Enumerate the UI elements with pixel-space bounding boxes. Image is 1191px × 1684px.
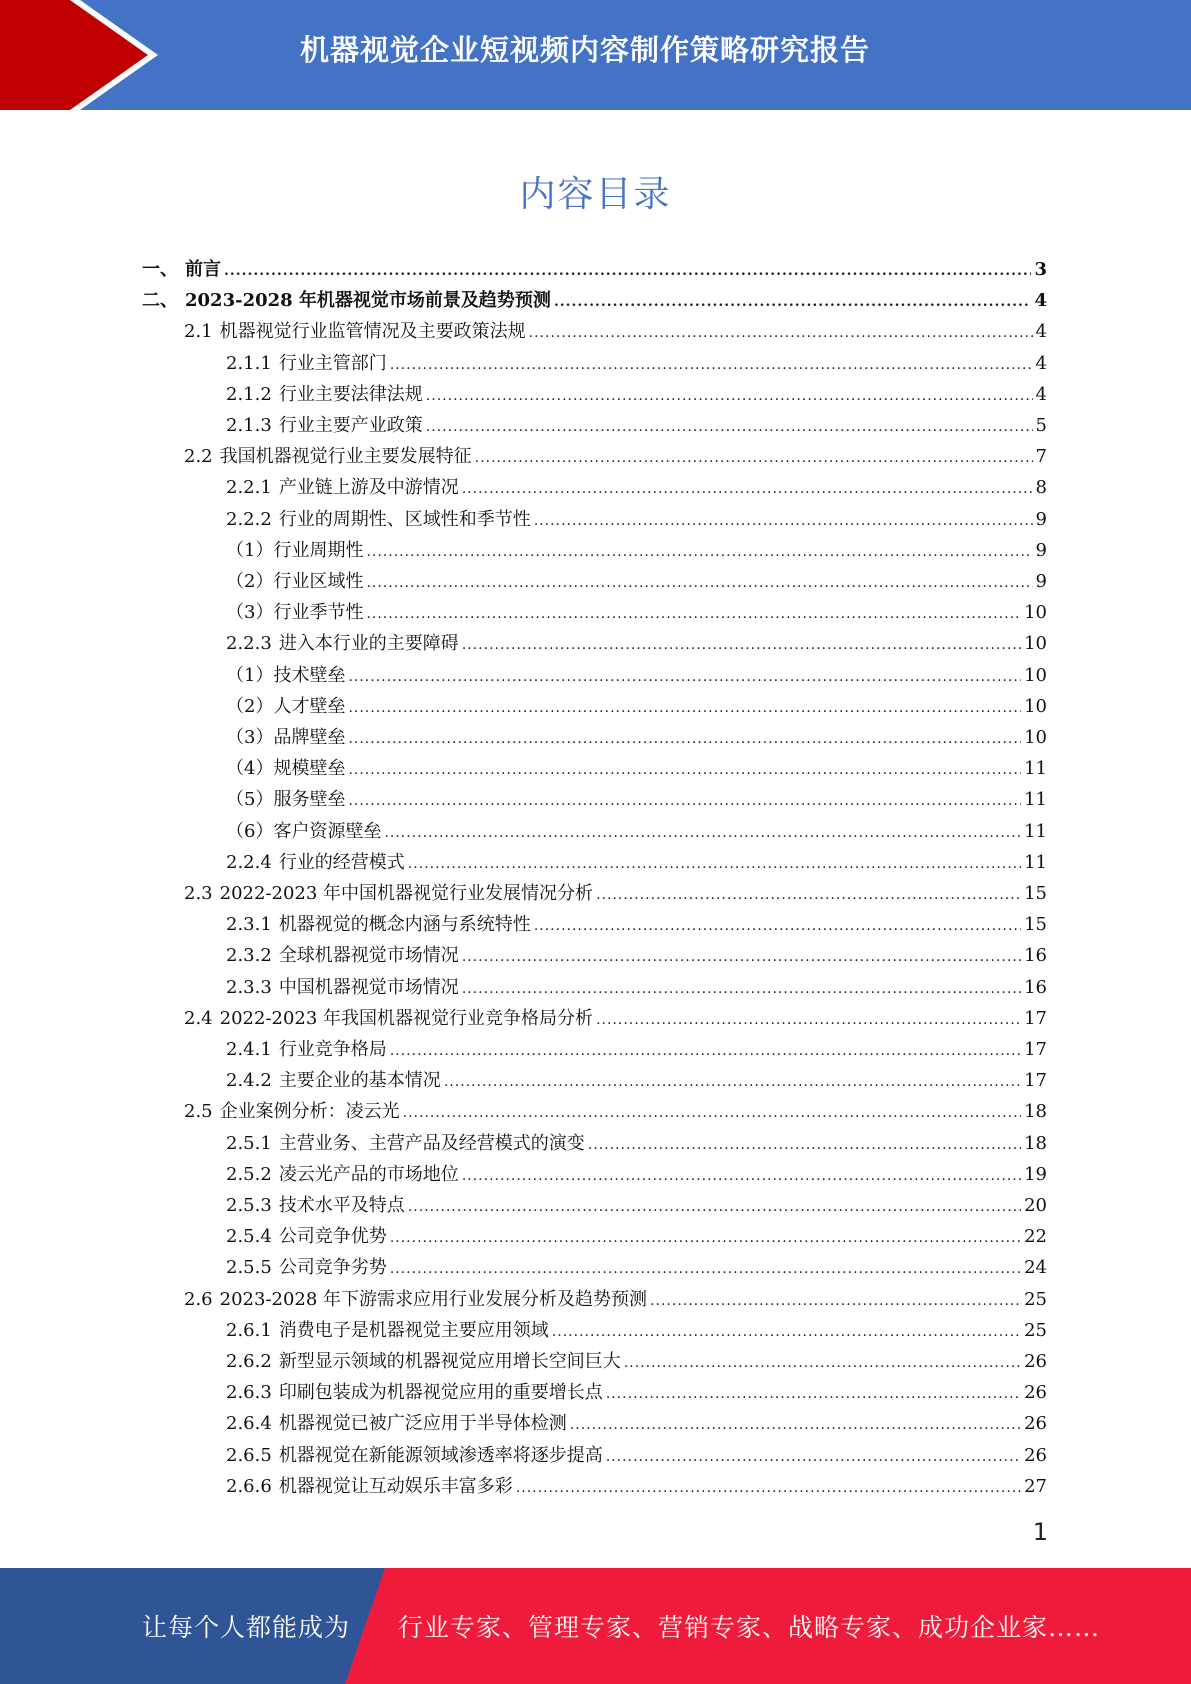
toc-entry-number: 一、 bbox=[142, 259, 178, 280]
toc-heading: 内容目录 bbox=[519, 174, 672, 215]
toc-entry[interactable] bbox=[184, 878, 1047, 909]
toc-entry-title: （4）规模壁垒 bbox=[226, 758, 346, 780]
toc-entry-title: 机器视觉在新能源领域渗透率将逐步提高 bbox=[278, 1444, 603, 1466]
toc-entry-page: 26 bbox=[1024, 1444, 1047, 1466]
toc-entry-number: 2.3.3 bbox=[226, 976, 272, 998]
toc-dot-leader bbox=[552, 1315, 1021, 1346]
chevron-arrow-icon bbox=[0, 0, 160, 110]
toc-entry[interactable] bbox=[226, 722, 1047, 753]
toc-entry[interactable] bbox=[226, 660, 1047, 691]
toc-dot-leader bbox=[390, 1034, 1021, 1065]
toc-entry[interactable] bbox=[226, 691, 1047, 722]
toc-entry-title: （2）人才壁垒 bbox=[226, 695, 346, 717]
toc-dot-leader bbox=[475, 441, 1033, 472]
toc-dot-leader bbox=[516, 1471, 1021, 1502]
toc-dot-leader bbox=[624, 1346, 1021, 1377]
toc-dot-leader bbox=[403, 1096, 1021, 1127]
toc-dot-leader bbox=[462, 472, 1033, 503]
toc-dot-leader bbox=[348, 660, 1021, 691]
toc-entry-title: 前言 bbox=[185, 259, 221, 280]
toc-entry-number: 2.2.4 bbox=[226, 851, 272, 873]
toc-entry-page: 25 bbox=[1024, 1319, 1047, 1341]
toc-entry-page: 20 bbox=[1024, 1195, 1047, 1216]
toc-entry-page: 10 bbox=[1024, 633, 1047, 655]
toc-entry-number: 2.6.4 bbox=[226, 1413, 272, 1435]
toc-dot-leader bbox=[596, 1003, 1021, 1034]
toc-entry-number: 2.5.4 bbox=[226, 1226, 272, 1248]
toc-entry-title: 行业的周期性、区域性和季节性 bbox=[278, 508, 531, 530]
toc-entry-title: 企业案例分析：凌云光 bbox=[219, 1101, 400, 1123]
toc-entry[interactable] bbox=[142, 285, 1047, 316]
toc-entry-number: 2.6.5 bbox=[226, 1444, 272, 1466]
toc-dot-leader bbox=[606, 1377, 1021, 1408]
toc-entry-title: 行业竞争格局 bbox=[278, 1039, 387, 1060]
toc-entry-title: 我国机器视觉行业主要发展特征 bbox=[219, 446, 472, 468]
toc-entry-number: 2.5 bbox=[184, 1101, 213, 1123]
toc-entry-title: 机器视觉让互动娱乐丰富多彩 bbox=[278, 1475, 513, 1497]
toc-entry[interactable] bbox=[226, 847, 1047, 878]
toc-entry[interactable] bbox=[226, 1190, 1047, 1221]
toc-entry[interactable] bbox=[226, 1440, 1047, 1471]
toc-entry-page: 26 bbox=[1024, 1382, 1047, 1404]
toc-dot-leader bbox=[366, 597, 1021, 628]
toc-entry-title: 消费电子是机器视觉主要应用领域 bbox=[278, 1319, 549, 1341]
toc-entry-number: 2.6.1 bbox=[226, 1319, 272, 1341]
toc-entry-title: （3）品牌壁垒 bbox=[226, 727, 346, 748]
toc-dot-leader bbox=[390, 1221, 1021, 1252]
toc-entry-title: 新型显示领域的机器视觉应用增长空间巨大 bbox=[278, 1351, 621, 1372]
toc-entry-page: 10 bbox=[1024, 602, 1047, 624]
toc-entry[interactable] bbox=[226, 472, 1047, 503]
toc-dot-leader bbox=[408, 1190, 1021, 1221]
toc-entry-title: 印刷包装成为机器视觉应用的重要增长点 bbox=[278, 1382, 603, 1404]
toc-entry-number: 2.5.5 bbox=[226, 1257, 272, 1279]
toc-entry[interactable] bbox=[226, 566, 1047, 597]
toc-entry[interactable] bbox=[226, 909, 1047, 940]
toc-entry-number: 2.5.3 bbox=[226, 1195, 272, 1216]
toc-dot-leader bbox=[462, 628, 1021, 659]
toc-entry[interactable] bbox=[142, 254, 1047, 285]
toc-entry[interactable] bbox=[226, 1221, 1047, 1252]
toc-entry[interactable] bbox=[226, 784, 1047, 815]
toc-dot-leader bbox=[390, 348, 1033, 379]
toc-entry-page: 22 bbox=[1024, 1226, 1047, 1248]
toc-entry[interactable] bbox=[226, 348, 1047, 379]
toc-entry[interactable] bbox=[226, 1159, 1047, 1190]
toc-entry-number: 2.2 bbox=[184, 446, 213, 468]
toc-entry-number: 2.6 bbox=[184, 1288, 213, 1310]
toc-dot-leader bbox=[384, 816, 1021, 847]
toc-entry-page: 26 bbox=[1024, 1351, 1047, 1372]
toc-dot-leader bbox=[529, 316, 1033, 347]
footer-slogan-left: 让每个人都能成为 bbox=[142, 1613, 351, 1642]
toc-entry[interactable] bbox=[226, 1346, 1047, 1377]
toc-dot-leader bbox=[650, 1284, 1021, 1315]
toc-entry-page: 19 bbox=[1024, 1163, 1047, 1185]
toc-entry[interactable] bbox=[226, 816, 1047, 847]
toc-entry-title: （1）技术壁垒 bbox=[226, 664, 346, 686]
toc-entry-page: 25 bbox=[1024, 1288, 1047, 1310]
toc-entry-title: 进入本行业的主要障碍 bbox=[278, 633, 459, 655]
toc-dot-leader bbox=[534, 909, 1021, 940]
toc-entry-number: 2.1.2 bbox=[226, 383, 272, 405]
toc-entry-number: 2.6.2 bbox=[226, 1351, 272, 1372]
toc-entry[interactable] bbox=[226, 1252, 1047, 1283]
toc-entry-page: 16 bbox=[1024, 976, 1047, 998]
report-header bbox=[0, 0, 1191, 110]
toc-entry-title: 2023-2028 年下游需求应用行业发展分析及趋势预测 bbox=[219, 1288, 648, 1310]
toc-entry-title: （2）行业区域性 bbox=[226, 571, 364, 592]
toc-entry-title: （5）服务壁垒 bbox=[226, 789, 346, 811]
toc-entry-number: 2.4.1 bbox=[226, 1039, 272, 1060]
toc-entry-title: 主要企业的基本情况 bbox=[278, 1070, 441, 1092]
toc-entry-page: 24 bbox=[1024, 1257, 1047, 1279]
toc-entry-title: 中国机器视觉市场情况 bbox=[278, 976, 459, 998]
toc-entry-title: 2022-2023 年中国机器视觉行业发展情况分析 bbox=[219, 883, 594, 904]
toc-entry-page: 26 bbox=[1024, 1413, 1047, 1435]
toc-entry-page: 9 bbox=[1035, 508, 1047, 530]
toc-entry[interactable] bbox=[226, 1065, 1047, 1096]
toc-entry-title: 机器视觉已被广泛应用于半导体检测 bbox=[278, 1413, 567, 1435]
toc-entry-page: 9 bbox=[1035, 571, 1047, 592]
toc-entry[interactable] bbox=[226, 379, 1047, 410]
toc-entry-page: 27 bbox=[1024, 1475, 1047, 1497]
toc-dot-leader bbox=[348, 691, 1021, 722]
toc-entry-title: （1）行业周期性 bbox=[226, 539, 364, 561]
toc-entry-page: 8 bbox=[1035, 477, 1047, 499]
toc-entry-title: 机器视觉行业监管情况及主要政策法规 bbox=[219, 321, 526, 343]
toc-entry-number: 2.2.2 bbox=[226, 508, 272, 530]
toc-entry-title: 行业的经营模式 bbox=[278, 851, 405, 873]
toc-entry-title: 技术水平及特点 bbox=[278, 1195, 405, 1216]
toc-entry[interactable] bbox=[226, 597, 1047, 628]
toc-entry-page: 17 bbox=[1024, 1039, 1047, 1060]
toc-entry[interactable] bbox=[226, 628, 1047, 659]
toc-dot-leader bbox=[408, 847, 1021, 878]
toc-entry-number: 2.5.2 bbox=[226, 1163, 272, 1185]
report-title: 机器视觉企业短视频内容制作策略研究报告 bbox=[300, 33, 871, 67]
toc-entry-number: 2.3 bbox=[184, 883, 213, 904]
toc-entry-page: 17 bbox=[1024, 1070, 1047, 1092]
toc-entry-page: 4 bbox=[1034, 290, 1047, 312]
footer-slogan-right: 行业专家、管理专家、营销专家、战略专家、成功企业家…… bbox=[398, 1613, 1101, 1642]
toc-entry[interactable] bbox=[226, 972, 1047, 1003]
toc-entry-page: 10 bbox=[1024, 727, 1047, 748]
toc-entry-page: 18 bbox=[1024, 1132, 1047, 1154]
toc-entry[interactable] bbox=[184, 1096, 1047, 1127]
toc-dot-leader bbox=[462, 972, 1021, 1003]
toc-entry-page: 4 bbox=[1035, 383, 1047, 405]
toc-entry-number: 2.6.3 bbox=[226, 1382, 272, 1404]
toc-dot-leader bbox=[570, 1408, 1021, 1439]
toc-entry-page: 11 bbox=[1024, 789, 1047, 811]
toc-entry-title: 公司竞争劣势 bbox=[278, 1257, 387, 1279]
toc-entry[interactable] bbox=[226, 410, 1047, 441]
toc-dot-leader bbox=[366, 566, 1032, 597]
toc-entry-page: 15 bbox=[1024, 883, 1047, 904]
toc-entry[interactable] bbox=[184, 441, 1047, 472]
toc-entry-title: 主营业务、主营产品及经营模式的演变 bbox=[278, 1132, 585, 1154]
toc-entry-page: 4 bbox=[1035, 352, 1047, 374]
toc-entry[interactable] bbox=[184, 1003, 1047, 1034]
toc-entry-page: 5 bbox=[1035, 415, 1047, 436]
toc-entry-title: 2023-2028 年机器视觉市场前景及趋势预测 bbox=[185, 290, 551, 312]
toc-entry[interactable] bbox=[226, 1377, 1047, 1408]
toc-dot-leader bbox=[348, 722, 1021, 753]
toc-entry-title: 产业链上游及中游情况 bbox=[278, 477, 459, 499]
toc-dot-leader bbox=[534, 504, 1033, 535]
toc-dot-leader bbox=[554, 285, 1032, 316]
toc-dot-leader bbox=[444, 1065, 1021, 1096]
toc-entry-number: 2.3.2 bbox=[226, 945, 272, 967]
toc-dot-leader bbox=[462, 940, 1021, 971]
toc-entry[interactable] bbox=[226, 1471, 1047, 1502]
toc-entry[interactable] bbox=[226, 535, 1047, 566]
toc-entry[interactable] bbox=[226, 1315, 1047, 1346]
toc-entry[interactable] bbox=[184, 316, 1047, 347]
toc-entry-title: （3）行业季节性 bbox=[226, 602, 364, 624]
toc-entry-title: 行业主要法律法规 bbox=[278, 383, 423, 405]
toc-entry[interactable] bbox=[226, 940, 1047, 971]
toc-entry-title: 行业主管部门 bbox=[278, 352, 387, 374]
toc-entry-title: （6）客户资源壁垒 bbox=[226, 820, 382, 842]
toc-entry-page: 15 bbox=[1024, 914, 1047, 936]
toc-entry-number: 2.1.3 bbox=[226, 415, 272, 436]
toc-entry-number: 2.4.2 bbox=[226, 1070, 272, 1092]
toc-entry-number: 2.1.1 bbox=[226, 352, 272, 374]
toc-dot-leader bbox=[348, 753, 1021, 784]
toc-entry[interactable] bbox=[226, 753, 1047, 784]
toc-entry-number: 2.6.6 bbox=[226, 1475, 272, 1497]
toc-entry-title: 全球机器视觉市场情况 bbox=[278, 945, 459, 967]
toc-entry-number: 2.4 bbox=[184, 1007, 213, 1029]
toc-entry-title: 凌云光产品的市场地位 bbox=[278, 1163, 459, 1185]
toc-dot-leader bbox=[390, 1252, 1021, 1283]
toc-entry[interactable] bbox=[226, 1034, 1047, 1065]
toc-entry[interactable] bbox=[226, 1408, 1047, 1439]
toc-entry[interactable] bbox=[184, 1284, 1047, 1315]
toc-entry-page: 4 bbox=[1035, 321, 1047, 343]
toc-entry-number: 2.2.1 bbox=[226, 477, 272, 499]
page-number: 1 bbox=[1032, 1518, 1048, 1546]
toc-entry-page: 11 bbox=[1024, 758, 1047, 780]
toc-entry-number: 2.1 bbox=[184, 321, 213, 343]
toc-dot-leader bbox=[366, 535, 1032, 566]
toc-entry-number: 2.5.1 bbox=[226, 1132, 272, 1154]
toc-entry-page: 9 bbox=[1035, 539, 1047, 561]
toc-dot-leader bbox=[588, 1128, 1021, 1159]
toc-entry-title: 2022-2023 年我国机器视觉行业竞争格局分析 bbox=[219, 1007, 594, 1029]
toc-dot-leader bbox=[224, 254, 1031, 285]
toc-dot-leader bbox=[348, 784, 1021, 815]
toc-entry-number: 二、 bbox=[142, 290, 178, 312]
toc-entry-page: 18 bbox=[1024, 1101, 1047, 1123]
toc-entry[interactable] bbox=[226, 504, 1047, 535]
toc-entry-number: 2.3.1 bbox=[226, 914, 272, 936]
footer-banner bbox=[0, 1568, 1191, 1684]
toc-entry-page: 11 bbox=[1024, 820, 1047, 842]
toc-entry-title: 公司竞争优势 bbox=[278, 1226, 387, 1248]
toc-entry-title: 机器视觉的概念内涵与系统特性 bbox=[278, 914, 531, 936]
toc-dot-leader bbox=[462, 1159, 1021, 1190]
toc-entry[interactable] bbox=[226, 1128, 1047, 1159]
toc-dot-leader bbox=[596, 878, 1021, 909]
toc-entry-page: 10 bbox=[1024, 695, 1047, 717]
toc-entry-page: 10 bbox=[1024, 664, 1047, 686]
toc-dot-leader bbox=[426, 410, 1033, 441]
toc-entry-page: 11 bbox=[1024, 851, 1047, 873]
toc-entry-title: 行业主要产业政策 bbox=[278, 415, 423, 436]
toc-entry-page: 7 bbox=[1035, 446, 1047, 468]
toc-dot-leader bbox=[426, 379, 1033, 410]
toc-entry-page: 17 bbox=[1024, 1007, 1047, 1029]
toc-dot-leader bbox=[606, 1440, 1021, 1471]
toc-entry-page: 16 bbox=[1024, 945, 1047, 967]
toc-entry-number: 2.2.3 bbox=[226, 633, 272, 655]
toc-entry-page: 3 bbox=[1034, 259, 1047, 280]
